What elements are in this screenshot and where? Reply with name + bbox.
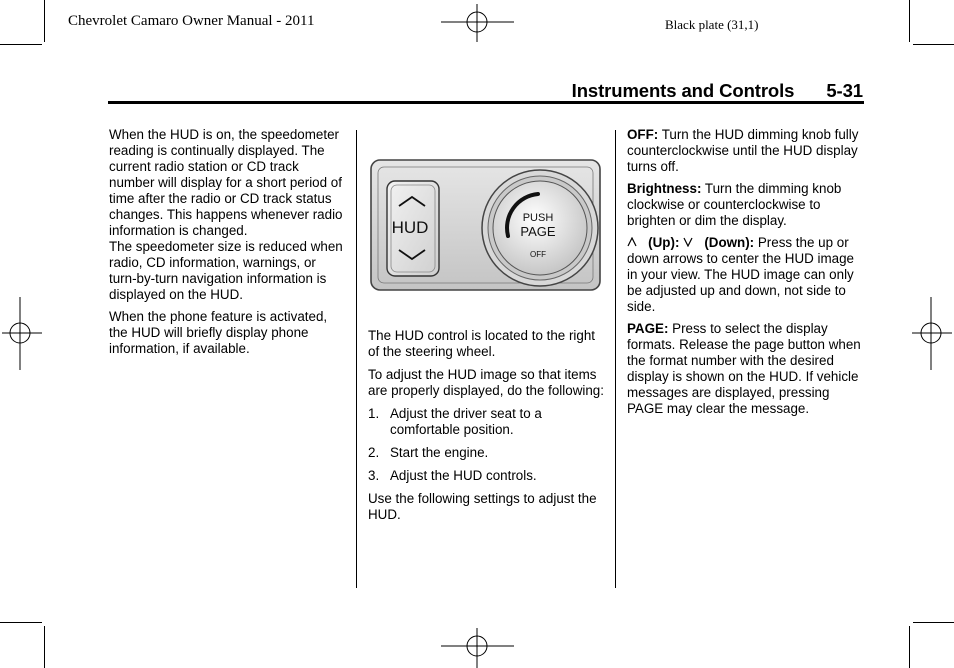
registration-target-icon <box>912 296 954 372</box>
crop-mark <box>909 626 910 668</box>
definition: Press to select the display formats. Release the page button when the format number with the desired display is shown on the HUD. If vehicle messages are displayed, pressing PAGE may clear the message. <box>627 321 861 416</box>
definition: Turn the HUD dimming knob fully counterclockwise until the HUD display turns off. <box>627 127 859 174</box>
up-arrow-icon <box>627 237 637 247</box>
term-down: (Down): <box>704 235 755 250</box>
hud-control-illustration <box>370 157 602 293</box>
hud-button-label: HUD <box>391 218 429 237</box>
term-off: OFF: <box>627 127 659 142</box>
column-2 <box>368 328 604 529</box>
registration-target-icon <box>440 0 516 44</box>
paragraph: The HUD control is located to the right of the steering wheel. <box>368 328 596 359</box>
paragraph: To adjust the HUD image so that items are properly displayed, do the following: <box>368 367 604 398</box>
term-up: (Up): <box>648 235 680 250</box>
step-text: Adjust the HUD controls. <box>390 468 537 483</box>
paragraph: The speedometer size is reduced when radio, CD information, warnings, or turn-by-turn navigation information is displayed on the HUD. <box>109 239 343 302</box>
section-title: Instruments and Controls <box>571 80 795 101</box>
step-text: Start the engine. <box>390 445 489 460</box>
updown-setting <box>627 235 863 315</box>
paragraph: When the phone feature is activated, the HUD will briefly display phone information, if available. <box>109 309 328 356</box>
push-label: PUSH <box>522 212 554 224</box>
crop-mark <box>909 0 910 42</box>
crop-mark <box>44 0 45 42</box>
column-1 <box>109 127 345 363</box>
crop-mark <box>913 44 954 45</box>
column-divider <box>356 130 357 588</box>
paragraph: Use the following settings to adjust the HUD. <box>368 491 597 522</box>
manual-title: Chevrolet Camaro Owner Manual - 2011 <box>68 13 315 29</box>
page-number: 5-31 <box>826 80 863 101</box>
definition: Turn the dimming knob clockwise or counterclockwise to brighten or dim the display. <box>627 181 842 228</box>
list-item <box>368 445 604 461</box>
down-arrow-icon <box>683 237 693 247</box>
column-3 <box>627 127 863 423</box>
registration-target-icon <box>440 626 516 668</box>
step-number: 1. <box>368 406 380 421</box>
list-item <box>368 468 604 484</box>
crop-mark <box>913 622 954 623</box>
definition: Press the up or down arrows to center the HUD image in your view. The HUD image can only be adjusted up and down, not side to side. <box>627 235 854 314</box>
crop-mark <box>0 44 42 45</box>
crop-mark <box>0 622 42 623</box>
crop-mark <box>44 626 45 668</box>
step-text: Adjust the driver seat to a comfortable position. <box>390 406 542 437</box>
step-number: 2. <box>368 445 380 460</box>
brightness-setting <box>627 181 863 229</box>
section-header <box>572 80 863 102</box>
column-divider <box>615 130 616 588</box>
plate-label: Black plate (31,1) <box>665 17 759 32</box>
term-page: PAGE: <box>627 321 669 336</box>
list-item <box>368 406 604 438</box>
header-rule <box>108 101 864 104</box>
page-knob-label: PAGE <box>520 224 556 239</box>
off-label: OFF <box>530 250 546 259</box>
page-setting <box>627 321 863 417</box>
paragraph: When the HUD is on, the speedometer reading is continually displayed. The current radio station or CD track number will display for a short period of time after the radio or CD track status changes. This happens whenever radio information is changed. <box>109 127 343 238</box>
registration-target-icon <box>0 296 42 372</box>
off-setting <box>627 127 863 175</box>
term-brightness: Brightness: <box>627 181 702 196</box>
step-number: 3. <box>368 468 380 483</box>
